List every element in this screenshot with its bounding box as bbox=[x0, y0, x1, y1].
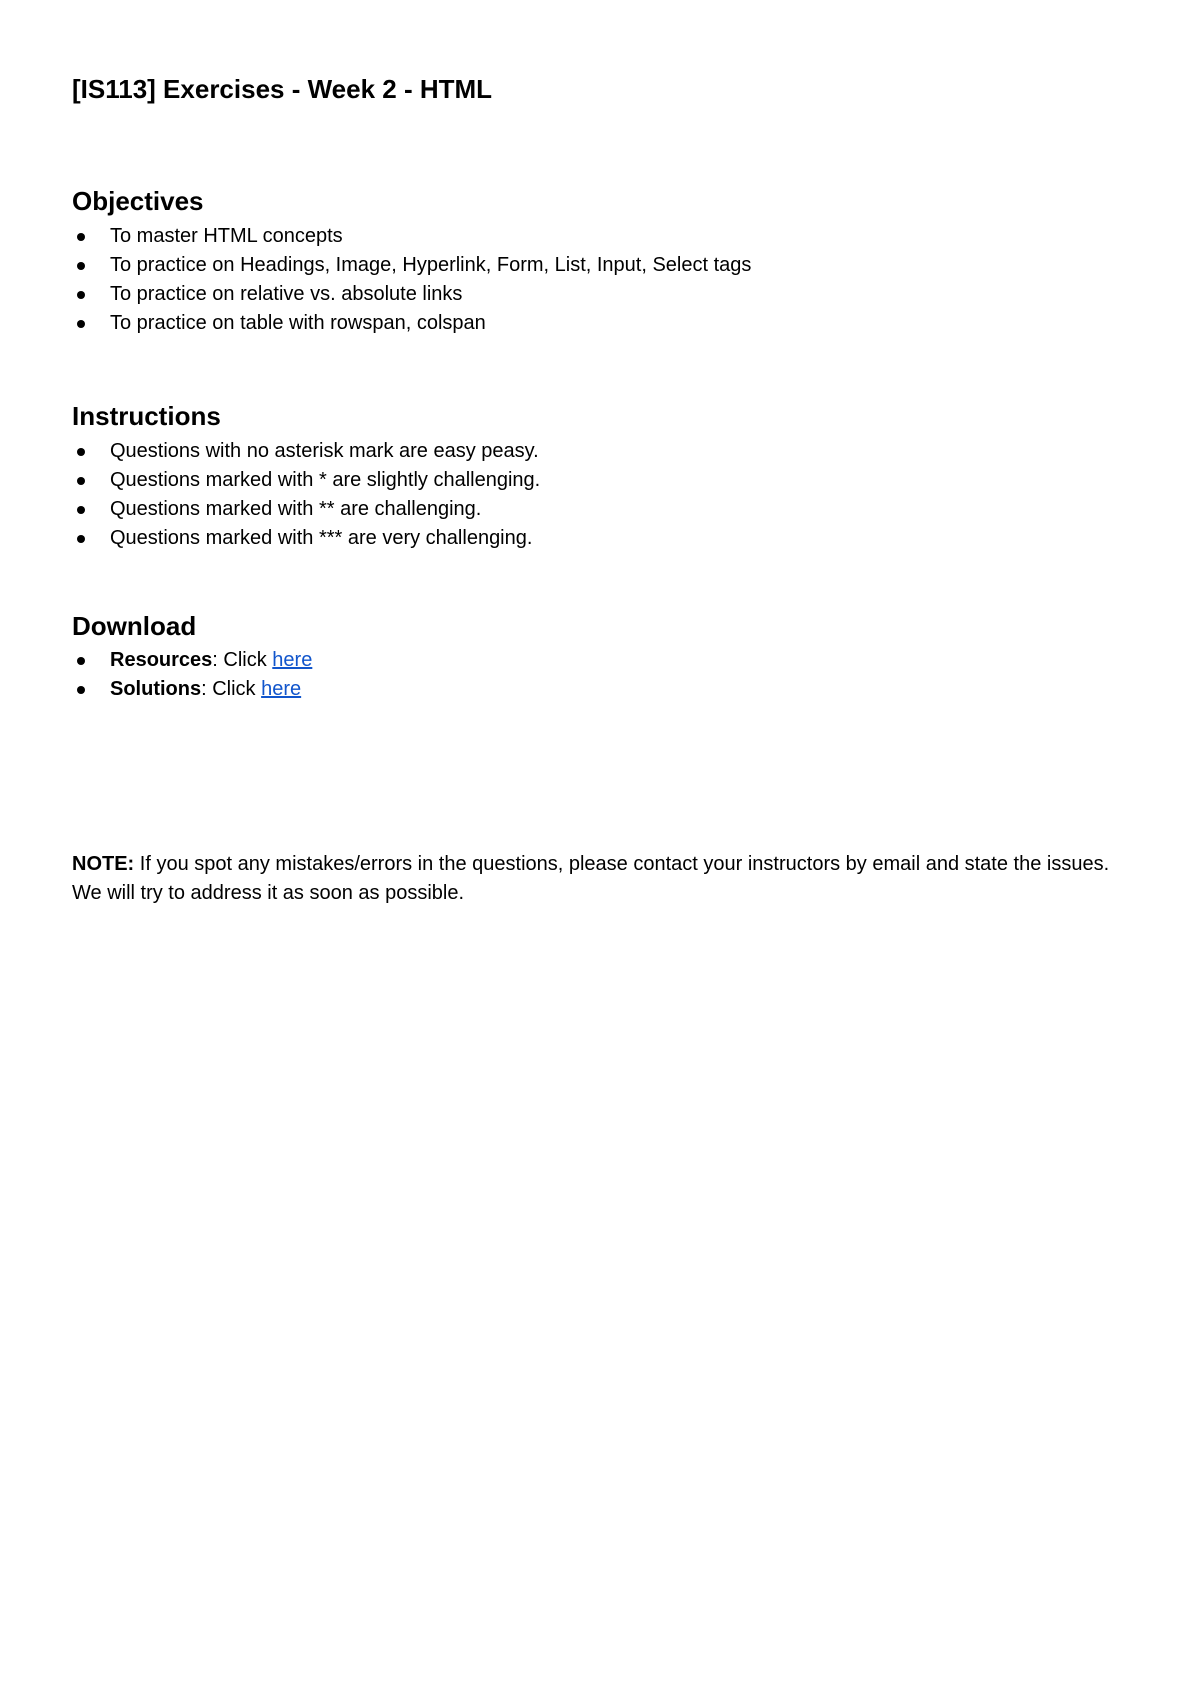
document-title: [IS113] Exercises - Week 2 - HTML bbox=[72, 74, 493, 104]
list-item: To master HTML concepts bbox=[72, 222, 751, 251]
list-item: To practice on table with rowspan, colspan bbox=[72, 309, 751, 338]
list-item: Questions marked with * are slightly challenging. bbox=[72, 466, 540, 495]
list-item: To practice on relative vs. absolute links bbox=[72, 280, 751, 309]
bullet-icon bbox=[77, 291, 85, 299]
list-item: To practice on Headings, Image, Hyperlink, Form, List, Input, Select tags bbox=[72, 251, 751, 280]
instructions-list bbox=[72, 437, 540, 553]
note-paragraph: NOTE: If you spot any mistakes/errors in the questions, please contact your instructors by email and state the issues. We will try to address it as soon as possible. bbox=[72, 853, 1110, 904]
resources-link[interactable]: here bbox=[272, 649, 313, 671]
list-item: Questions marked with *** are very challenging. bbox=[72, 524, 540, 553]
download-list bbox=[72, 646, 312, 704]
list-item-solutions: Solutions: Click here bbox=[72, 675, 312, 704]
objectives-heading: Objectives bbox=[72, 186, 204, 216]
bullet-icon bbox=[77, 448, 85, 456]
download-heading: Download bbox=[72, 611, 197, 641]
bullet-icon bbox=[77, 535, 85, 543]
bullet-icon bbox=[77, 233, 85, 241]
list-item: Questions marked with ** are challenging. bbox=[72, 495, 540, 524]
objectives-list bbox=[72, 222, 751, 338]
instructions-heading: Instructions bbox=[72, 401, 221, 431]
bullet-icon bbox=[77, 657, 85, 665]
bullet-icon bbox=[77, 506, 85, 514]
bullet-icon bbox=[77, 477, 85, 485]
bullet-icon bbox=[77, 262, 85, 270]
list-item: Questions with no asterisk mark are easy peasy. bbox=[72, 437, 540, 466]
bullet-icon bbox=[77, 686, 85, 694]
solutions-link[interactable]: here bbox=[261, 678, 302, 700]
list-item-resources: Resources: Click here bbox=[72, 646, 312, 675]
bullet-icon bbox=[77, 320, 85, 328]
